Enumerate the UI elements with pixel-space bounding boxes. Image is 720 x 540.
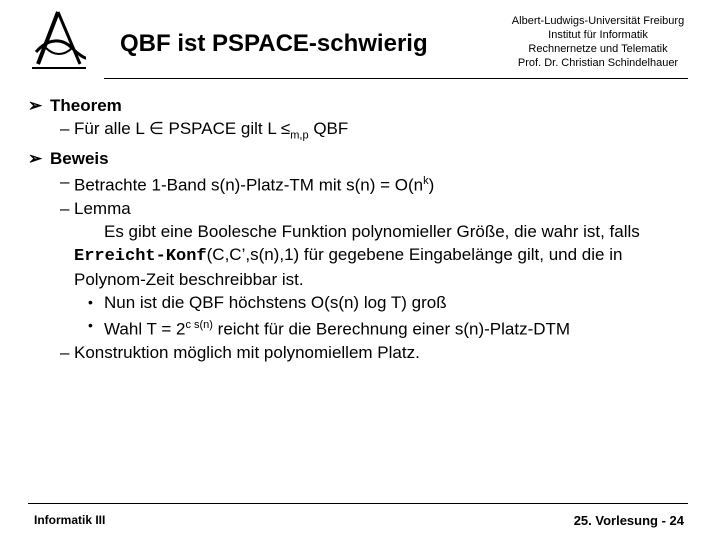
beweis-heading: Beweis xyxy=(50,149,109,169)
dash-bullet-icon: – xyxy=(60,199,70,219)
theorem-heading: Theorem xyxy=(50,96,122,115)
slide-body xyxy=(28,94,698,364)
university-logo-icon xyxy=(28,8,88,72)
theorem-item: – Für alle L ∈ PSPACE gilt $L \le_{m,p}$ QBF xyxy=(60,119,349,142)
theorem-heading-row xyxy=(28,94,698,117)
dot-bullet-icon: • xyxy=(88,294,93,311)
header-divider xyxy=(104,78,688,79)
institution-line: Albert-Ludwigs-Universität Freiburg xyxy=(511,15,685,27)
dash-bullet-icon: – xyxy=(60,119,70,138)
footer-divider xyxy=(28,503,688,504)
institution-line: Prof. Dr. Christian Schindelhauer xyxy=(517,57,679,69)
lemma-paragraph: Es gibt eine Boolesche Funktion polynomieller Größe, die wahr ist, falls Erreicht-Konf(C,C’,s(n),1) für gegebene Eingabelänge gilt, und die in Polynom-Zeit beschreibbar ist. xyxy=(74,222,640,290)
lemma-label-item: – Lemma xyxy=(60,199,131,219)
bullet-item: • Nun ist die QBF höchstens O(s(n) log T) groß xyxy=(88,293,447,313)
code-term: Erreicht-Konf xyxy=(74,247,207,267)
dot-bullet-icon: • xyxy=(88,317,93,334)
bullet-item: • Wahl $T = 2^{c s(n)}$ reicht für die Berechnung einer s(n)-Platz-DTM xyxy=(28,314,698,341)
institution-line: Institut für Informatik xyxy=(548,29,648,41)
institution-line: Rechnernetze und Telematik xyxy=(528,43,668,55)
konstruktion-item: – Konstruktion möglich mit polynomiellem Platz. xyxy=(60,342,420,362)
betrachte-item: – Betrachte 1-Band s(n)-Platz-TM mit $s(n) = O(n^k)$ xyxy=(60,172,435,196)
dash-bullet-icon: – xyxy=(60,172,70,192)
footer-page-number: 25. Vorlesung - 24 xyxy=(573,513,684,528)
slide-title: QBF ist PSPACE-schwierig xyxy=(120,30,428,57)
arrow-bullet-icon: ➢ xyxy=(28,149,43,169)
footer-course: Informatik III xyxy=(34,513,106,527)
arrow-bullet-icon: ➢ xyxy=(28,96,43,115)
institution-block xyxy=(508,14,688,70)
dash-bullet-icon: – xyxy=(60,342,70,362)
beweis-heading-row xyxy=(28,147,698,170)
